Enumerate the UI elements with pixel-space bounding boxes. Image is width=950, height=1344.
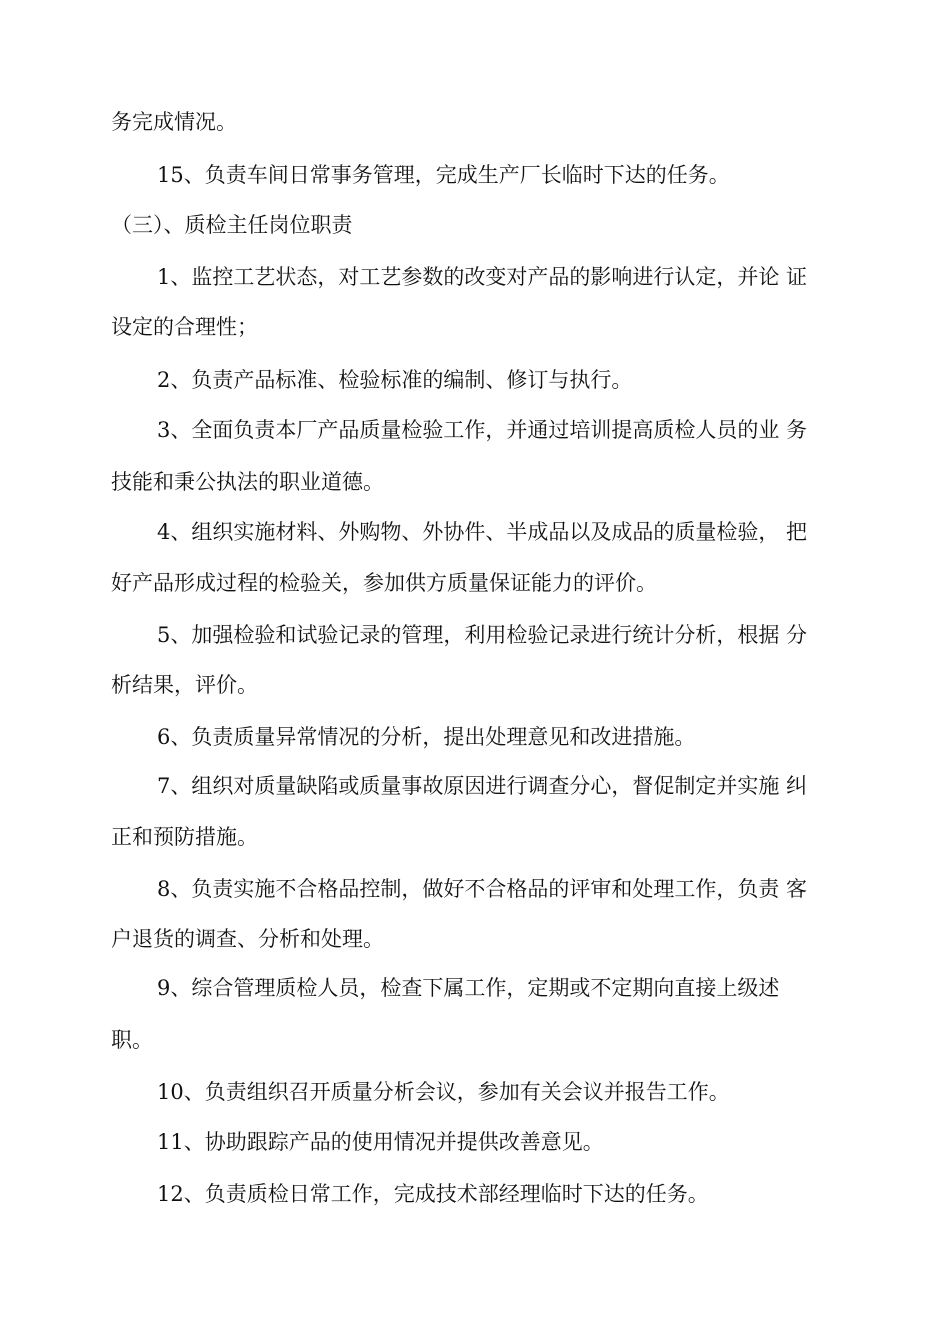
item-1: 1、监控工艺状态，对工艺参数的改变对产品的影响进行认定，并论 证	[157, 265, 808, 289]
item-5-continuation: 析结果，评价。	[111, 673, 258, 697]
item-3-continuation: 技能和秉公执法的职业道德。	[111, 470, 384, 494]
item-7-continuation: 正和预防措施。	[111, 825, 258, 849]
item-7: 7、组织对质量缺陷或质量事故原因进行调查分心，督促制定并实施 纠	[157, 774, 808, 798]
item-1-continuation: 设定的合理性；	[111, 315, 258, 339]
text-line-continuation: 务完成情况。	[111, 110, 237, 134]
item-4: 4、组织实施材料、外购物、外协件、半成品以及成品的质量检验， 把	[157, 520, 808, 544]
item-3: 3、全面负责本厂产品质量检验工作，并通过培训提高质检人员的业 务	[157, 418, 808, 442]
item-12: 12、负责质检日常工作，完成技术部经理临时下达的任务。	[157, 1182, 709, 1206]
item-9-continuation: 职。	[111, 1028, 153, 1052]
item-5: 5、加强检验和试验记录的管理，利用检验记录进行统计分析，根据 分	[157, 623, 808, 647]
item-6: 6、负责质量异常情况的分析，提出处理意见和改进措施。	[157, 725, 696, 749]
item-8: 8、负责实施不合格品控制，做好不合格品的评审和处理工作，负责 客	[157, 877, 808, 901]
item-4-continuation: 好产品形成过程的检验关，参加供方质量保证能力的评价。	[111, 571, 657, 595]
item-10: 10、负责组织召开质量分析会议，参加有关会议并报告工作。	[157, 1080, 730, 1104]
section-heading: （三）、质检主任岗位职责	[111, 213, 353, 237]
item-2: 2、负责产品标准、检验标准的编制、修订与执行。	[157, 368, 633, 392]
item-11: 11、协助跟踪产品的使用情况并提供改善意见。	[157, 1130, 604, 1154]
item-8-continuation: 户退货的调查、分析和处理。	[111, 927, 384, 951]
item-15: 15、负责车间日常事务管理，完成生产厂长临时下达的任务。	[157, 163, 730, 187]
item-9: 9、综合管理质检人员，检查下属工作，定期或不定期向直接上级述	[157, 976, 780, 1000]
